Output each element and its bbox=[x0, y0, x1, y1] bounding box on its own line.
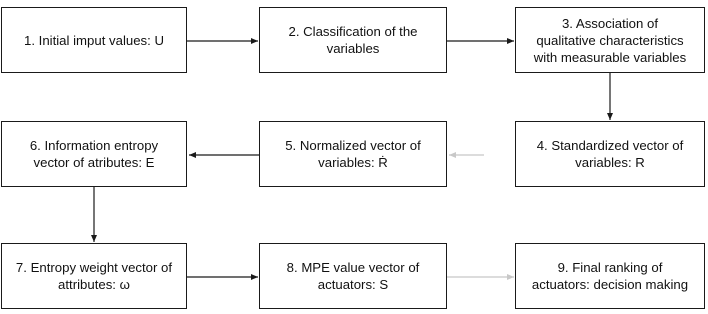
step-2-classification-of-variables: 2. Classification of the variables bbox=[259, 7, 447, 73]
step-6-information-entropy-vector: 6. Information entropy vector of atributes: E bbox=[1, 121, 187, 187]
step-4-standardized-vector: 4. Standardized vector of variables: R bbox=[515, 121, 705, 187]
step-5-normalized-vector: 5. Normalized vector of variables: Ṙ bbox=[259, 121, 447, 187]
step-3-association-of-characteristics: 3. Association of qualitative characteristics with measurable variables bbox=[515, 7, 705, 73]
step-8-mpe-value-vector: 8. MPE value vector of actuators: S bbox=[259, 243, 447, 309]
step-7-entropy-weight-vector: 7. Entropy weight vector of attributes: ω bbox=[1, 243, 187, 309]
step-9-final-ranking: 9. Final ranking of actuators: decision making bbox=[515, 243, 705, 309]
step-1-initial-input-values: 1. Initial imput values: U bbox=[1, 7, 187, 73]
